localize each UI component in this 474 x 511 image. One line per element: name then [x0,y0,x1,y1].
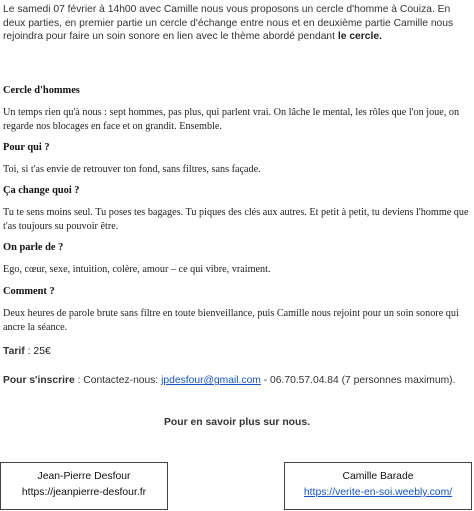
intro-text: Le samedi 07 février à 14h00 avec Camille nous vous proposons un cercle d'homme à Couiza. En deux parties, en premier partie un cercle d'échange entre nous et en deuxième partie Camille nous rejoindra pour faire un soin sonore en lien avec le thème abordé pendant [3,4,454,42]
tarif-line [3,346,51,357]
contact-site-link[interactable]: https://verite-en-soi.weebly.com/ [303,487,453,498]
section-on-parle [3,241,473,277]
section-heading: On parle de ? [3,242,64,253]
tarif-label: Tarif [3,346,25,357]
inscription-suffix: - 06.70.57.04.84 (7 personnes maximum). [260,375,456,386]
inscription-line [3,374,473,388]
section-ca-change [3,184,473,233]
intro-bold-end: le cercle. [337,31,382,42]
section-comment [3,285,473,334]
tarif-value: : 25€ [24,346,51,357]
contact-name: Camille Barade [342,471,414,482]
inscription-prefix: : Contactez-nous: [74,375,162,386]
contact-card-camille [284,462,472,510]
section-body: Un temps rien qu'à nous : sept hommes, pas plus, qui parlent vrai. On lâche le mental, les rôles que l'on joue, on regarde nos blocages en face et on grandit. Ensemble. [3,107,460,132]
section-body: Toi, si t'as envie de retrouver ton fond, sans filtres, sans façade. [3,164,261,175]
section-pour-qui [3,141,473,177]
contact-site: https://jeanpierre-desfour.fr [21,487,147,498]
intro-paragraph [3,3,473,44]
more-info-text: Pour en savoir plus sur nous. [163,417,311,428]
contact-name: Jean-Pierre Desfour [37,471,131,482]
section-heading: Cercle d'hommes [3,85,80,96]
section-cercle [3,84,473,133]
section-heading: Comment ? [3,286,55,297]
section-heading: Ça change quoi ? [3,185,80,196]
section-heading: Pour qui ? [3,142,50,153]
section-body: Deux heures de parole brute sans filtre en toute bienveillance, puis Camille nous rejoint pour un soin sonore qui ancre la séance. [3,308,459,333]
contact-card-jean-pierre [0,462,168,510]
inscription-label: Pour s'inscrire [3,375,75,386]
email-link[interactable]: jpdesfour@gmail.com [161,375,261,386]
section-body: Ego, cœur, sexe, intuition, colère, amour – ce qui vibre, vraiment. [3,264,271,275]
section-body: Tu te sens moins seul. Tu poses tes bagages. Tu piques des clés aux autres. Et petit à petit, tu deviens l'homme que t'as toujours su pouvoir être. [3,207,469,232]
